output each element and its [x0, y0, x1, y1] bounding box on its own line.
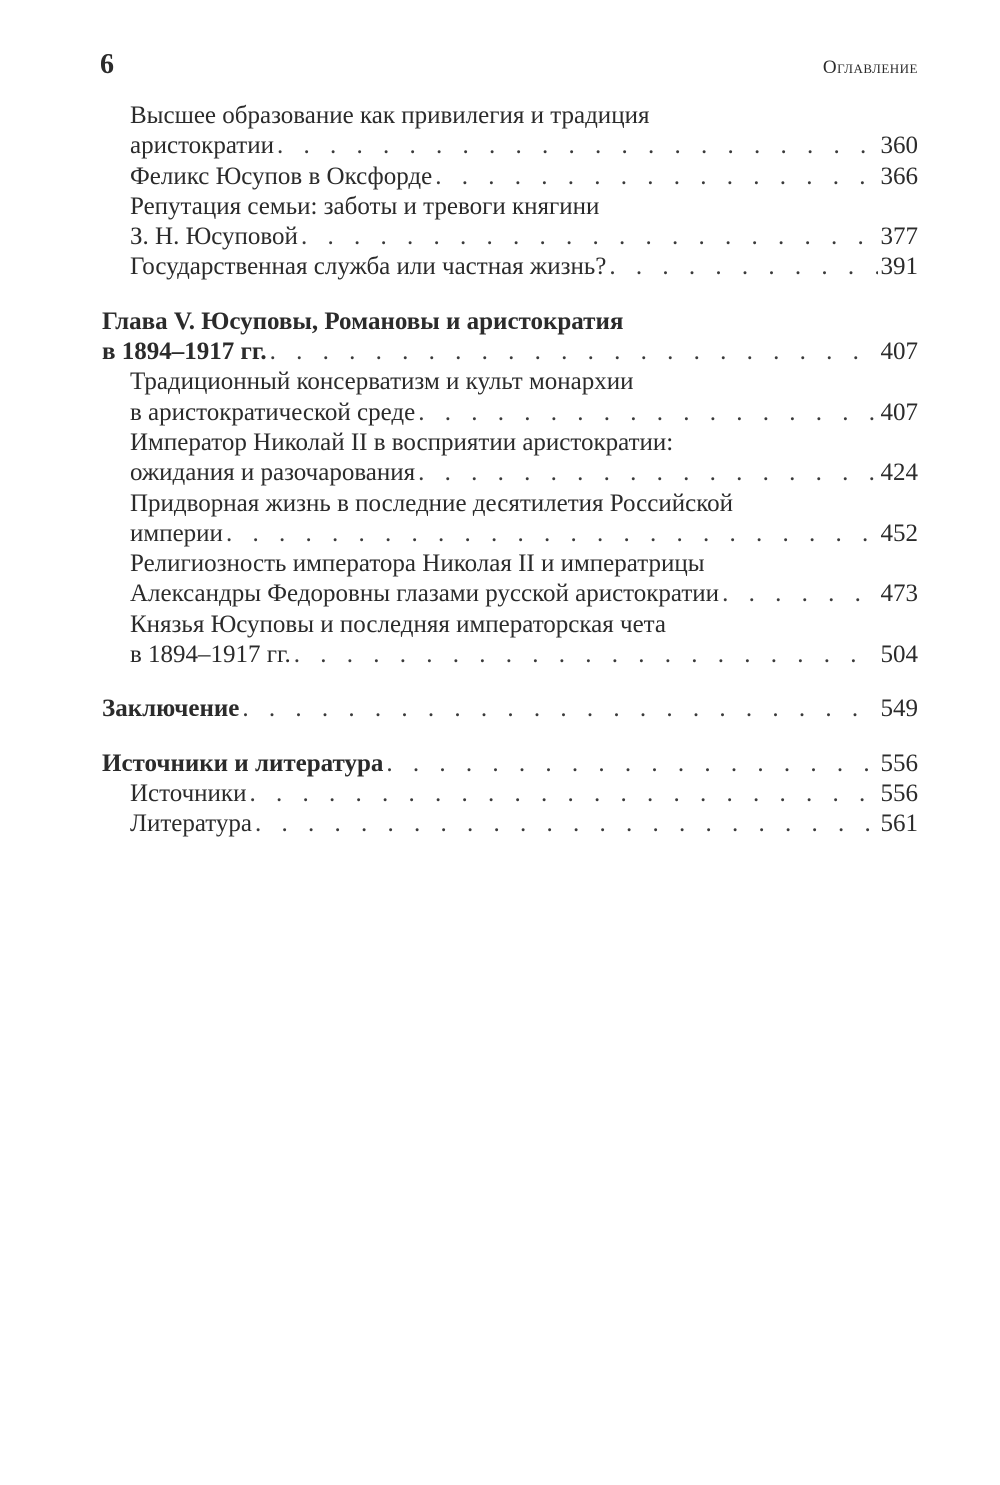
- toc-entry-title: Литература: [130, 810, 252, 838]
- page-number: 6: [100, 49, 114, 80]
- dot-leader: [242, 694, 877, 724]
- toc-entry-higher-education[interactable]: [102, 131, 918, 161]
- dot-leader: [435, 162, 877, 192]
- toc-page-number: 360: [880, 132, 918, 160]
- toc-chapter-5-line1: [102, 307, 918, 337]
- toc-entry-yusupov-princes-line1: [102, 610, 918, 640]
- toc-chapter-title: Источники и литература: [102, 749, 384, 777]
- toc-conclusion[interactable]: [102, 694, 918, 724]
- toc-entry-literature[interactable]: [102, 809, 918, 839]
- toc-entry-conservatism-line1: [102, 367, 918, 397]
- toc-page-number: 556: [880, 749, 918, 777]
- toc-page-number: 424: [880, 459, 918, 487]
- dot-leader: [301, 222, 878, 252]
- toc-entry-title: З. Н. Юсуповой: [130, 223, 298, 251]
- toc-page-number: 377: [880, 223, 918, 251]
- dot-leader: [609, 252, 877, 282]
- running-head: Оглавление: [822, 57, 918, 78]
- toc-entry-title: в аристократической среде: [130, 398, 416, 426]
- toc-chapter-title: Глава V. Юсуповы, Романовы и аристократия: [102, 307, 624, 335]
- toc-chapter-title: Заключение: [102, 695, 240, 723]
- toc-entry-nicholas-ii-line1: [102, 428, 918, 458]
- toc-entry-title: Феликс Юсупов в Оксфорде: [130, 162, 433, 190]
- toc-page-number: 391: [880, 253, 918, 281]
- dot-leader: [270, 337, 878, 367]
- toc-entry-title: Религиозность императора Николая II и императрицы: [130, 550, 705, 578]
- toc-page-number: 452: [880, 519, 918, 547]
- toc-entry-title: Традиционный консерватизм и культ монархии: [130, 368, 634, 396]
- dot-leader: [418, 398, 877, 428]
- dot-leader: [249, 779, 877, 809]
- toc-entry-family-reputation[interactable]: [102, 222, 918, 252]
- toc-entry-conservatism[interactable]: [102, 398, 918, 428]
- toc-entry-yusupov-princes[interactable]: [102, 640, 918, 670]
- toc-entry-religiosity[interactable]: [102, 579, 918, 609]
- toc-entry-court-life[interactable]: [102, 519, 918, 549]
- toc-entry-state-service[interactable]: [102, 252, 918, 282]
- toc-page-number: 549: [880, 695, 918, 723]
- toc-chapter-5[interactable]: [102, 337, 918, 367]
- toc-entry-title: Александры Федоровны глазами русской аристократии: [130, 580, 720, 608]
- toc-entry-title: Источники: [130, 779, 247, 807]
- toc-chapter-title: в 1894–1917 гг.: [102, 338, 267, 366]
- toc-page-number: 473: [880, 580, 918, 608]
- dot-leader: [294, 640, 878, 670]
- toc-entry-oxford[interactable]: [102, 162, 918, 192]
- toc-page-number: 504: [880, 641, 918, 669]
- toc-page-number: 366: [880, 162, 918, 190]
- toc-entry-family-reputation-line1: [102, 192, 918, 222]
- toc-entry-title: империи: [130, 519, 223, 547]
- toc-entry-religiosity-line1: [102, 549, 918, 579]
- dot-leader: [386, 749, 877, 779]
- toc-entry-title: Придворная жизнь в последние десятилетия Российской: [130, 489, 733, 517]
- dot-leader: [418, 458, 877, 488]
- toc-page-number: 407: [880, 338, 918, 366]
- toc-entry-title: Князья Юсуповы и последняя императорская чета: [130, 610, 667, 638]
- dot-leader: [722, 579, 877, 609]
- toc-entry-title: ожидания и разочарования: [130, 459, 416, 487]
- toc-entry-title: аристократии: [130, 132, 274, 160]
- toc-entry-court-life-line1: [102, 489, 918, 519]
- toc-page-number: 561: [880, 810, 918, 838]
- toc-entry-higher-education-line1: [102, 101, 918, 131]
- toc-sources-and-literature[interactable]: [102, 749, 918, 779]
- dot-leader: [226, 519, 878, 549]
- toc-page-number: 556: [880, 779, 918, 807]
- toc-entry-title: Император Николай II в восприятии аристократии:: [130, 428, 674, 456]
- toc-entry-sources[interactable]: [102, 779, 918, 809]
- dot-leader: [277, 131, 878, 161]
- toc-entry-title: Репутация семьи: заботы и тревоги княгини: [130, 192, 600, 220]
- toc-entry-title: Государственная служба или частная жизнь?: [130, 253, 607, 281]
- toc-page-number: 407: [880, 398, 918, 426]
- dot-leader: [255, 809, 878, 839]
- toc-entry-title: Высшее образование как привилегия и традиция: [130, 102, 650, 129]
- table-of-contents: [102, 101, 918, 840]
- toc-entry-nicholas-ii[interactable]: [102, 458, 918, 488]
- toc-entry-title: в 1894–1917 гг.: [130, 641, 291, 669]
